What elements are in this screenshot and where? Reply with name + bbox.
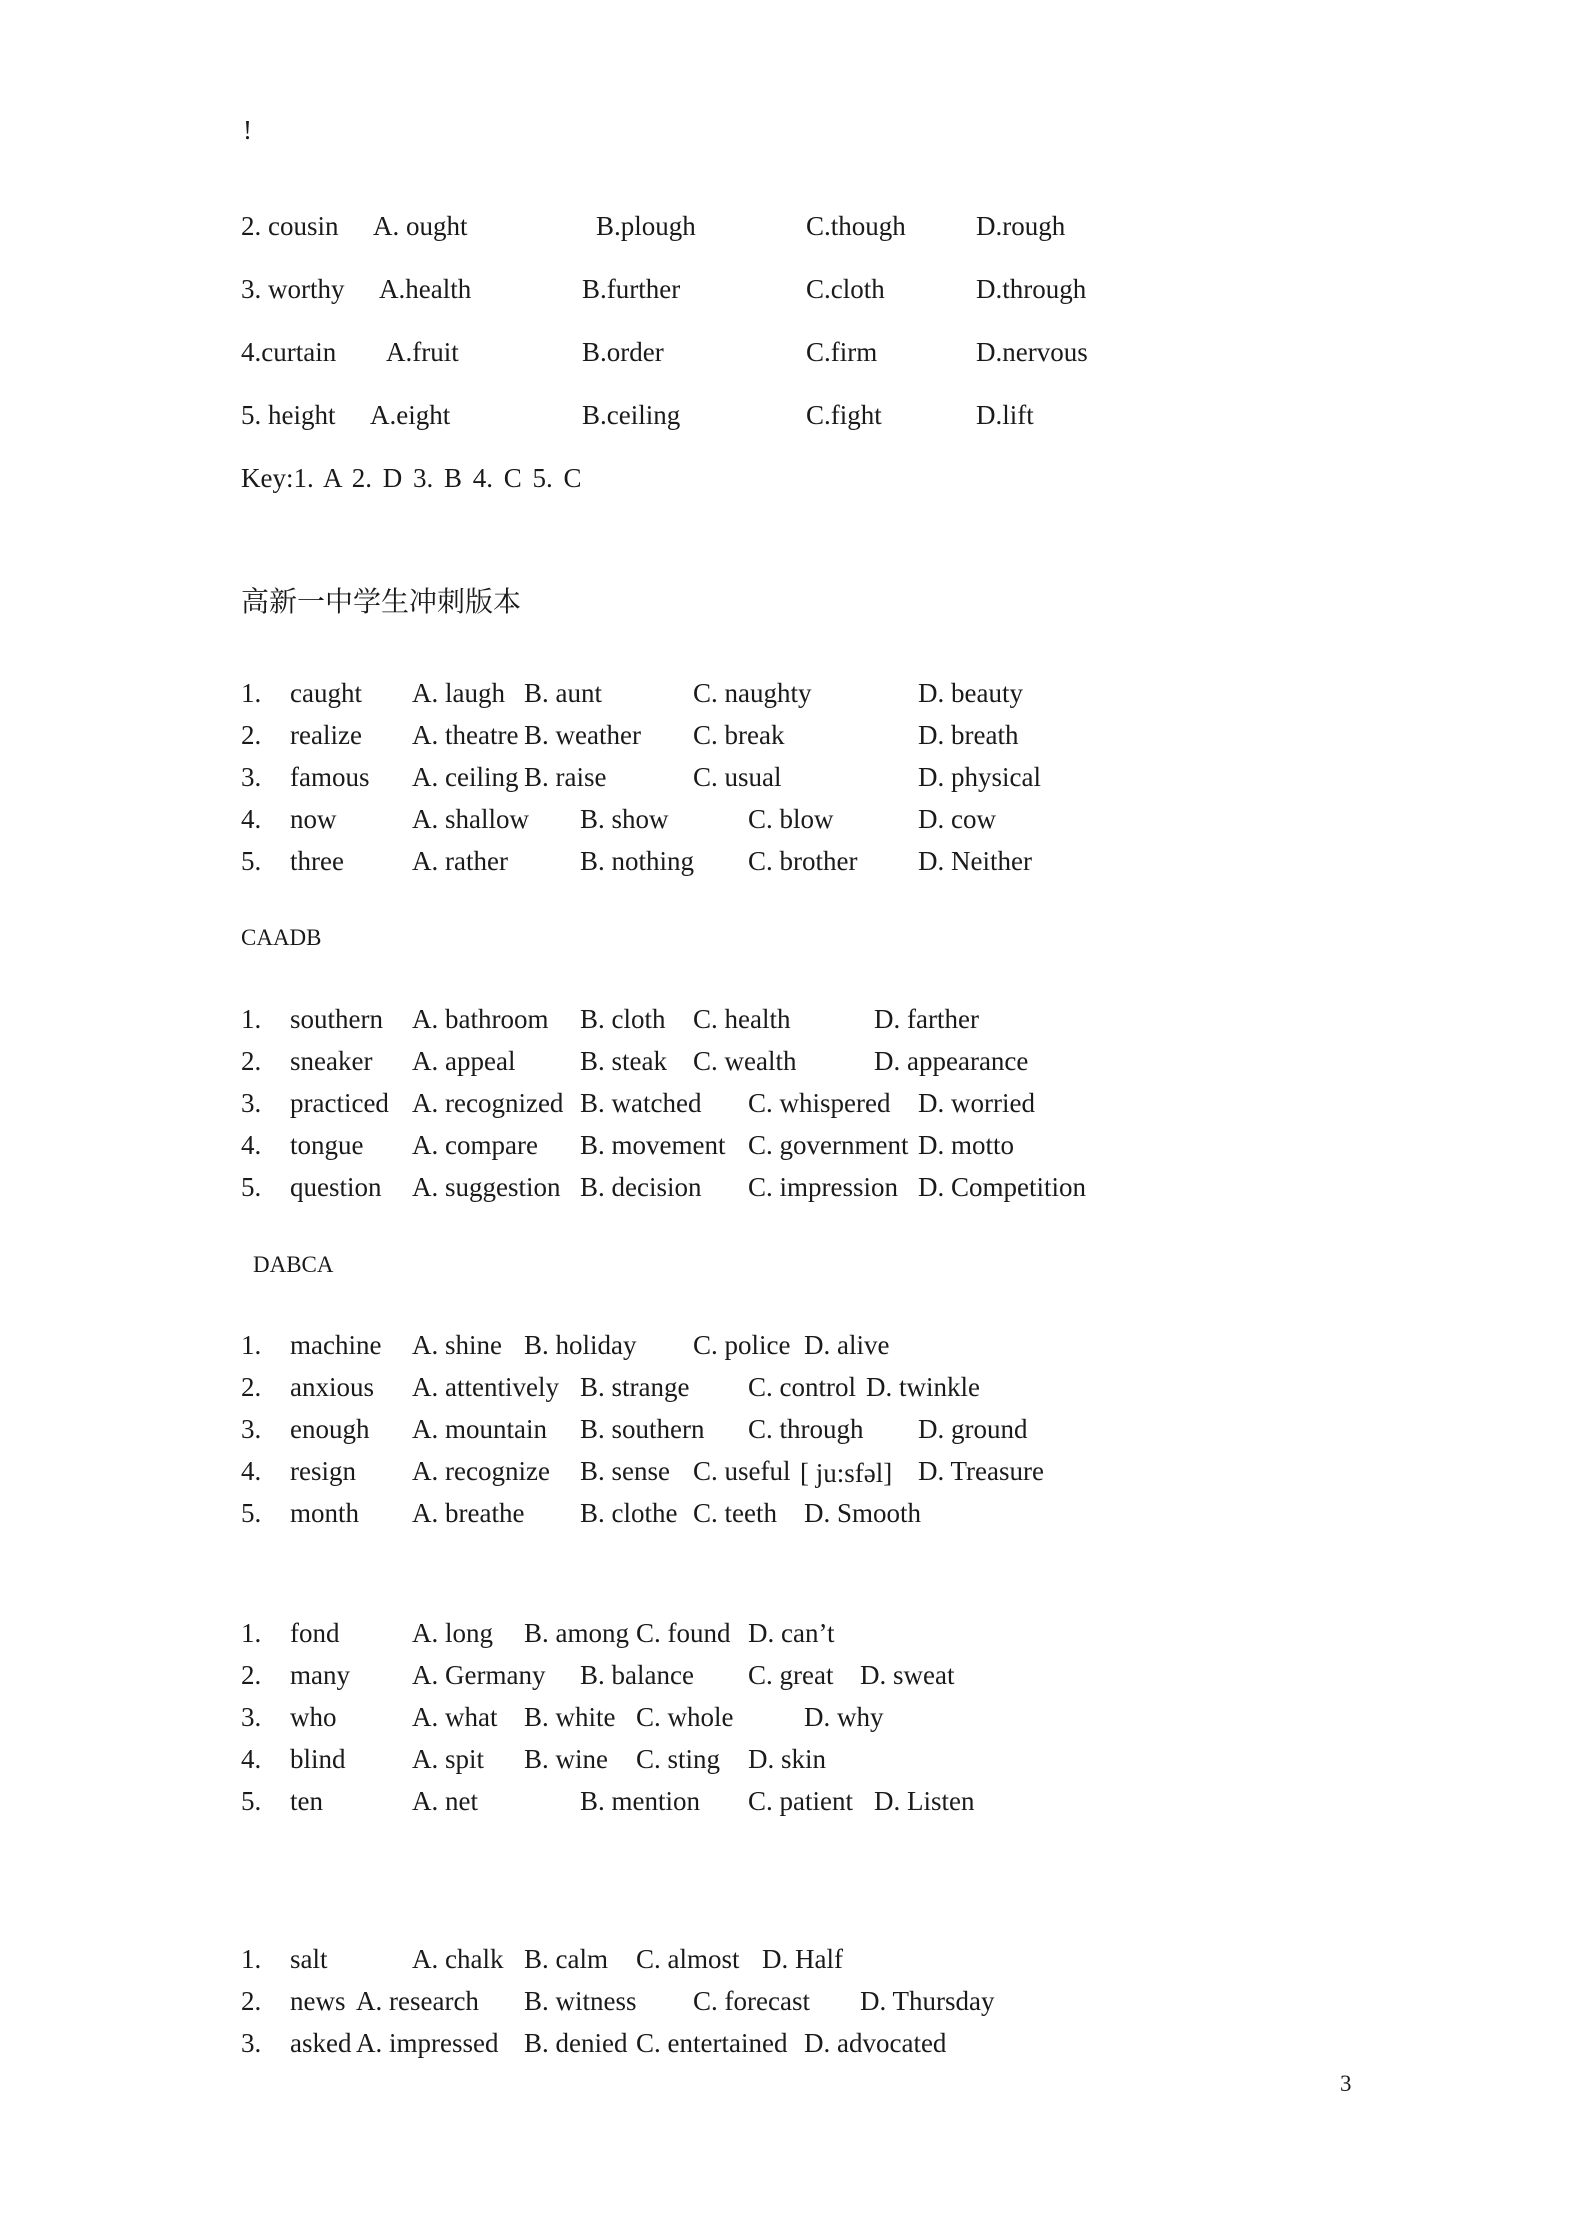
- option-a: A. breathe: [412, 1498, 525, 1528]
- option-a: A.fruit: [386, 337, 459, 367]
- question-word: asked: [290, 2028, 352, 2058]
- question-number: 1.: [241, 1944, 262, 1974]
- question-word: 3. worthy: [241, 274, 345, 304]
- question-word: 5. height: [241, 400, 336, 430]
- option-c: C. whispered: [748, 1088, 891, 1118]
- question-word: month: [290, 1498, 360, 1528]
- question-word: realize: [290, 720, 362, 750]
- question-word: tongue: [290, 1130, 364, 1160]
- option-b: B. decision: [580, 1172, 702, 1202]
- option-b: B. aunt: [524, 678, 602, 708]
- option-b: B. southern: [580, 1414, 705, 1444]
- question-word: many: [290, 1660, 350, 1690]
- option-c: C. police: [693, 1330, 791, 1360]
- option-d: D. Thursday: [860, 1986, 995, 2016]
- question-number: 4.: [241, 804, 262, 834]
- option-c: C. health: [693, 1004, 791, 1034]
- option-a: A. spit: [412, 1744, 485, 1774]
- question-word: salt: [290, 1944, 328, 1974]
- option-b: B. witness: [524, 1986, 637, 2016]
- question-word: machine: [290, 1330, 382, 1360]
- question-number: 2.: [241, 1660, 262, 1690]
- option-d: D. Treasure: [918, 1456, 1044, 1486]
- question-word: who: [290, 1702, 337, 1732]
- option-a: A. chalk: [412, 1944, 504, 1974]
- option-b: B. cloth: [580, 1004, 666, 1034]
- question-word: sneaker: [290, 1046, 373, 1076]
- option-b: B. nothing: [580, 846, 695, 876]
- page-number: 3: [1340, 2071, 1352, 2096]
- question-word: ten: [290, 1786, 323, 1816]
- question-number: 2.: [241, 720, 262, 750]
- question-number: 3.: [241, 2028, 262, 2058]
- option-c: C.firm: [806, 337, 878, 367]
- option-a: A. ceiling: [412, 762, 519, 792]
- option-c: C. found: [636, 1618, 731, 1648]
- option-d: D. sweat: [860, 1660, 955, 1690]
- question-word: now: [290, 804, 337, 834]
- option-a: A. what: [412, 1702, 498, 1732]
- question-word: practiced: [290, 1088, 389, 1118]
- question-number: 4.: [241, 1456, 262, 1486]
- option-c: C.fight: [806, 400, 882, 430]
- option-d: D. breath: [918, 720, 1019, 750]
- option-c: C.though: [806, 211, 906, 241]
- option-b: B. white: [524, 1702, 616, 1732]
- option-b: B. balance: [580, 1660, 694, 1690]
- option-a: A. recognize: [412, 1456, 550, 1486]
- question-number: 2.: [241, 1046, 262, 1076]
- option-d: D. ground: [918, 1414, 1028, 1444]
- option-c: C.cloth: [806, 274, 885, 304]
- option-b: B. show: [580, 804, 669, 834]
- option-c: C. patient: [748, 1786, 853, 1816]
- question-word: enough: [290, 1414, 370, 1444]
- option-a: A. bathroom: [412, 1004, 549, 1034]
- option-a: A. ought: [373, 211, 468, 241]
- option-c: C. break: [693, 720, 785, 750]
- option-b: B.further: [582, 274, 681, 304]
- option-a: A. shallow: [412, 804, 529, 834]
- option-c: C. impression: [748, 1172, 899, 1202]
- option-c: C. great: [748, 1660, 834, 1690]
- option-b: B. wine: [524, 1744, 608, 1774]
- option-a: A. laugh: [412, 678, 505, 708]
- option-b: B. among: [524, 1618, 629, 1648]
- option-d: D.through: [976, 274, 1087, 304]
- answer-key: CAADB: [241, 925, 322, 950]
- option-d: D. twinkle: [866, 1372, 980, 1402]
- option-c: C. entertained: [636, 2028, 788, 2058]
- option-a: A. compare: [412, 1130, 538, 1160]
- question-number: 1.: [241, 678, 262, 708]
- question-number: 5.: [241, 1498, 262, 1528]
- option-b: B.order: [582, 337, 664, 367]
- question-number: 5.: [241, 1786, 262, 1816]
- question-word: 2. cousin: [241, 211, 339, 241]
- option-d: D. motto: [918, 1130, 1015, 1160]
- option-d: D. alive: [804, 1330, 890, 1360]
- section-heading: 高新一中学生冲刺版本: [241, 585, 522, 618]
- option-d: D.rough: [976, 211, 1066, 241]
- option-d: D. can’t: [748, 1618, 835, 1648]
- option-a: A. net: [412, 1786, 478, 1816]
- option-d: D.nervous: [976, 337, 1088, 367]
- option-c: C. usual: [693, 762, 782, 792]
- option-d: D. Smooth: [804, 1498, 922, 1528]
- question-word: anxious: [290, 1372, 374, 1402]
- option-d: D. appearance: [874, 1046, 1029, 1076]
- question-number: 1.: [241, 1004, 262, 1034]
- option-b: B. denied: [524, 2028, 628, 2058]
- option-a: A.health: [379, 274, 472, 304]
- question-word: three: [290, 846, 344, 876]
- option-a: A. research: [356, 1986, 479, 2016]
- option-c: C. wealth: [693, 1046, 797, 1076]
- option-a: A. recognized: [412, 1088, 564, 1118]
- option-b: B. steak: [580, 1046, 667, 1076]
- option-d: D. physical: [918, 762, 1041, 792]
- option-b: B.plough: [596, 211, 696, 241]
- option-d: D. advocated: [804, 2028, 947, 2058]
- question-number: 3.: [241, 1702, 262, 1732]
- question-word: caught: [290, 678, 362, 708]
- option-c: C. naughty: [693, 678, 812, 708]
- question-word: resign: [290, 1456, 356, 1486]
- option-c: C. brother: [748, 846, 858, 876]
- option-c: C. sting: [636, 1744, 721, 1774]
- option-d: D. cow: [918, 804, 996, 834]
- option-a: A. impressed: [356, 2028, 499, 2058]
- question-number: 3.: [241, 762, 262, 792]
- option-d: D.lift: [976, 400, 1034, 430]
- question-word: blind: [290, 1744, 346, 1774]
- option-c: C. teeth: [693, 1498, 777, 1528]
- option-a: A. attentively: [412, 1372, 559, 1402]
- option-c: C. blow: [748, 804, 834, 834]
- option-a: A. appeal: [412, 1046, 516, 1076]
- question-number: 5.: [241, 846, 262, 876]
- option-a: A. rather: [412, 846, 508, 876]
- question-number: 5.: [241, 1172, 262, 1202]
- option-b: B. weather: [524, 720, 641, 750]
- option-c: C. useful: [693, 1456, 791, 1486]
- option-a: A. suggestion: [412, 1172, 561, 1202]
- option-b: B. clothe: [580, 1498, 678, 1528]
- option-d: D. why: [804, 1702, 884, 1732]
- option-b: B.ceiling: [582, 400, 681, 430]
- option-b: B. raise: [524, 762, 607, 792]
- option-d: D. beauty: [918, 678, 1023, 708]
- option-b: B. strange: [580, 1372, 690, 1402]
- option-d: D. Neither: [918, 846, 1032, 876]
- question-number: 1.: [241, 1330, 262, 1360]
- option-d: D. Half: [762, 1944, 843, 1974]
- question-number: 2.: [241, 1372, 262, 1402]
- question-word: southern: [290, 1004, 383, 1034]
- option-c: C. government: [748, 1130, 909, 1160]
- question-word: famous: [290, 762, 370, 792]
- question-number: 4.: [241, 1130, 262, 1160]
- option-c: C. through: [748, 1414, 864, 1444]
- option-a: A. shine: [412, 1330, 502, 1360]
- question-number: 3.: [241, 1414, 262, 1444]
- option-b: B. movement: [580, 1130, 726, 1160]
- option-a: A.eight: [370, 400, 451, 430]
- option-c: C. control: [748, 1372, 856, 1402]
- option-c: C. whole: [636, 1702, 734, 1732]
- option-a: A. theatre: [412, 720, 519, 750]
- option-b: B. mention: [580, 1786, 700, 1816]
- question-number: 2.: [241, 1986, 262, 2016]
- phonetic-note: [ ju:sfəl]: [800, 1458, 893, 1488]
- option-c: C. almost: [636, 1944, 740, 1974]
- question-number: 1.: [241, 1618, 262, 1648]
- option-d: D. farther: [874, 1004, 979, 1034]
- option-d: D. skin: [748, 1744, 827, 1774]
- option-b: B. calm: [524, 1944, 608, 1974]
- option-a: A. Germany: [412, 1660, 546, 1690]
- option-d: D. Competition: [918, 1172, 1086, 1202]
- question-word: question: [290, 1172, 382, 1202]
- option-a: A. long: [412, 1618, 493, 1648]
- top-mark: !: [243, 115, 252, 145]
- question-word: 4.curtain: [241, 337, 337, 367]
- question-word: fond: [290, 1618, 340, 1648]
- question-word: news: [290, 1986, 346, 2016]
- answer-key: Key:1. A 2. D 3. B 4. C 5. C: [241, 463, 582, 493]
- question-number: 3.: [241, 1088, 262, 1118]
- option-d: D. Listen: [874, 1786, 975, 1816]
- question-number: 4.: [241, 1744, 262, 1774]
- option-a: A. mountain: [412, 1414, 547, 1444]
- option-b: B. sense: [580, 1456, 670, 1486]
- option-b: B. holiday: [524, 1330, 637, 1360]
- option-c: C. forecast: [693, 1986, 810, 2016]
- answer-key: DABCA: [253, 1252, 334, 1277]
- option-d: D. worried: [918, 1088, 1035, 1118]
- option-b: B. watched: [580, 1088, 702, 1118]
